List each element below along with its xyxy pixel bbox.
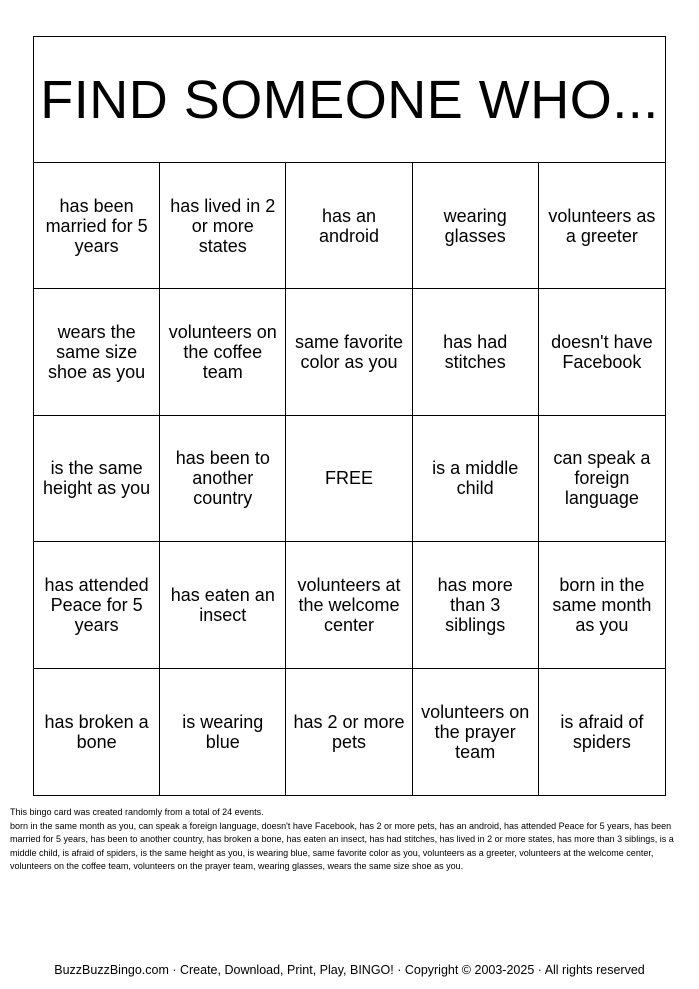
bingo-cell: volunteers on the coffee team (160, 289, 286, 415)
bingo-cell: volunteers at the welcome center (286, 542, 412, 668)
card-title: FIND SOMEONE WHO... (34, 37, 665, 163)
bingo-cell: has attended Peace for 5 years (34, 542, 160, 668)
bingo-cell: is the same height as you (34, 416, 160, 542)
footer-copyright: BuzzBuzzBingo.com · Create, Download, Print, Play, BINGO! · Copyright © 2003-2025 · All rights reserved (54, 963, 645, 977)
bingo-cell: is wearing blue (160, 669, 286, 795)
free-space-cell: FREE (286, 416, 412, 542)
bingo-cell: wears the same size shoe as you (34, 289, 160, 415)
bingo-grid (34, 163, 665, 795)
bingo-cell: is a middle child (413, 416, 539, 542)
bingo-cell: doesn't have Facebook (539, 289, 665, 415)
bingo-cell: has had stitches (413, 289, 539, 415)
bingo-cell: born in the same month as you (539, 542, 665, 668)
bingo-cell: has been married for 5 years (34, 163, 160, 289)
bingo-cell: has lived in 2 or more states (160, 163, 286, 289)
bingo-cell: has eaten an insect (160, 542, 286, 668)
card-info (10, 806, 690, 874)
bingo-cell: has broken a bone (34, 669, 160, 795)
bingo-cell: volunteers as a greeter (539, 163, 665, 289)
bingo-card (33, 36, 666, 796)
bingo-cell: has 2 or more pets (286, 669, 412, 795)
info-summary: This bingo card was created randomly from a total of 24 events. (10, 807, 264, 817)
bingo-cell: has been to another country (160, 416, 286, 542)
bingo-cell: is afraid of spiders (560, 711, 644, 752)
bingo-cell: has more than 3 siblings (413, 542, 539, 668)
bingo-cell: same favorite color as you (286, 289, 412, 415)
bingo-cell: wearing glasses (413, 163, 539, 289)
bingo-cell: has an android (286, 163, 412, 289)
bingo-cell: can speak a foreign language (539, 416, 665, 542)
bingo-cell: volunteers on the prayer team (413, 669, 539, 795)
event-list: born in the same month as you, can speak a foreign language, doesn't have Facebook, has 2 or more pets, has an android, has attended Peace for 5 years, has been married for 5 years, has been to another country, has broken a bone, has eaten an insect, has had stitches, has lived in 2 or more states, has more than 3 siblings, is a middle child, is afraid of spiders, is the same height as you, is wearing blue, same favorite color as you, volunteers as a greeter, volunteers at the welcome center, volunteers on the coffee team, volunteers on the prayer team, wearing glasses, wears the same size shoe as you. (10, 820, 674, 871)
